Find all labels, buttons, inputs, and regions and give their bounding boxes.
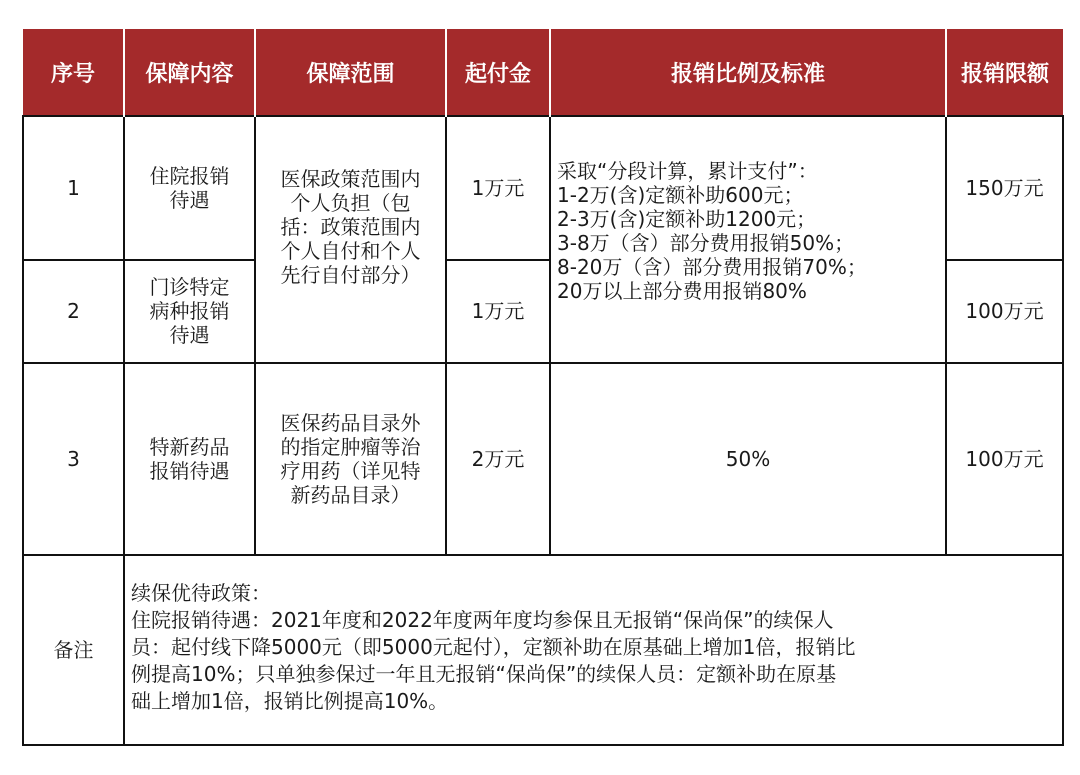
scope-line: 个人负担（包 bbox=[290, 191, 411, 216]
row-2-content-line: 病种报销 bbox=[149, 299, 230, 324]
row-3-scope-line: 医保药品目录外 bbox=[280, 411, 421, 436]
standard-line: 2-3万(含)定额补助1200元； bbox=[557, 207, 817, 232]
scope-line: 个人自付和个人 bbox=[280, 239, 421, 264]
row-2-content-line: 待遇 bbox=[169, 323, 210, 348]
row-3-content-line: 报销待遇 bbox=[149, 459, 230, 484]
row-3-content bbox=[124, 363, 255, 556]
row-3-scope-line: 疗用药（详见特 bbox=[280, 459, 421, 484]
header-deductible: 起付金 bbox=[446, 29, 550, 116]
row-3-scope bbox=[255, 363, 446, 556]
row-1-limit: 150万元 bbox=[946, 116, 1063, 259]
row-2-content-line: 门诊特定 bbox=[149, 275, 230, 300]
header-content: 保障内容 bbox=[124, 29, 255, 116]
row-1-deductible: 1万元 bbox=[446, 116, 550, 259]
standard-line: 20万以上部分费用报销80% bbox=[557, 279, 807, 304]
row-3-limit: 100万元 bbox=[946, 363, 1063, 556]
note-line: 础上增加1倍，报销比例提高10%。 bbox=[131, 689, 449, 714]
table-row-3 bbox=[23, 363, 1063, 556]
benefit-table bbox=[22, 29, 1064, 746]
standard-line: 8-20万（含）部分费用报销70%； bbox=[557, 255, 867, 280]
header-row bbox=[23, 29, 1063, 116]
note-line: 例提高10%；只单独参保过一年且无报销“保尚保”的续保人员：定额补助在原基 bbox=[131, 662, 837, 687]
header-limit: 报销限额 bbox=[946, 29, 1063, 116]
scope-line: 医保政策范围内 bbox=[280, 167, 421, 192]
note-line: 员：起付线下降5000元（即5000元起付），定额补助在原基础上增加1倍，报销比 bbox=[131, 635, 856, 660]
row-3-scope-line: 的指定肿瘤等治 bbox=[280, 435, 421, 460]
note-line: 续保优待政策： bbox=[131, 581, 271, 606]
row-1-content bbox=[124, 116, 255, 259]
row-3-no: 3 bbox=[23, 363, 124, 556]
header-scope: 保障范围 bbox=[255, 29, 446, 116]
scope-line: 括：政策范围内 bbox=[280, 215, 421, 240]
note-line: 住院报销待遇：2021年度和2022年度两年度均参保且无报销“保尚保”的续保人 bbox=[131, 608, 834, 633]
row-1-content-line: 住院报销 bbox=[149, 163, 230, 188]
note-label: 备注 bbox=[23, 555, 124, 745]
note-row bbox=[23, 555, 1063, 745]
row-2-no: 2 bbox=[23, 260, 124, 363]
standard-line: 1-2万(含)定额补助600元； bbox=[557, 183, 804, 208]
row-3-scope-line: 新药品目录） bbox=[290, 483, 411, 508]
standard-line: 3-8万（含）部分费用报销50%； bbox=[557, 231, 855, 256]
row-2-limit: 100万元 bbox=[946, 260, 1063, 363]
shared-scope-cell bbox=[255, 116, 446, 363]
row-1-content-line: 待遇 bbox=[169, 187, 210, 212]
header-standard: 报销比例及标准 bbox=[550, 29, 946, 116]
row-3-standard: 50% bbox=[550, 363, 946, 556]
row-2-deductible: 1万元 bbox=[446, 260, 550, 363]
header-no: 序号 bbox=[23, 29, 124, 116]
note-text bbox=[124, 555, 1063, 745]
row-1-no: 1 bbox=[23, 116, 124, 259]
table-row-1 bbox=[23, 116, 1063, 259]
row-2-content bbox=[124, 260, 255, 363]
row-3-deductible: 2万元 bbox=[446, 363, 550, 556]
row-3-content-line: 特新药品 bbox=[149, 435, 230, 460]
standard-line: 采取“分段计算，累计支付”： bbox=[557, 159, 818, 184]
scope-line: 先行自付部分） bbox=[280, 263, 421, 288]
shared-standard-cell bbox=[550, 116, 946, 363]
